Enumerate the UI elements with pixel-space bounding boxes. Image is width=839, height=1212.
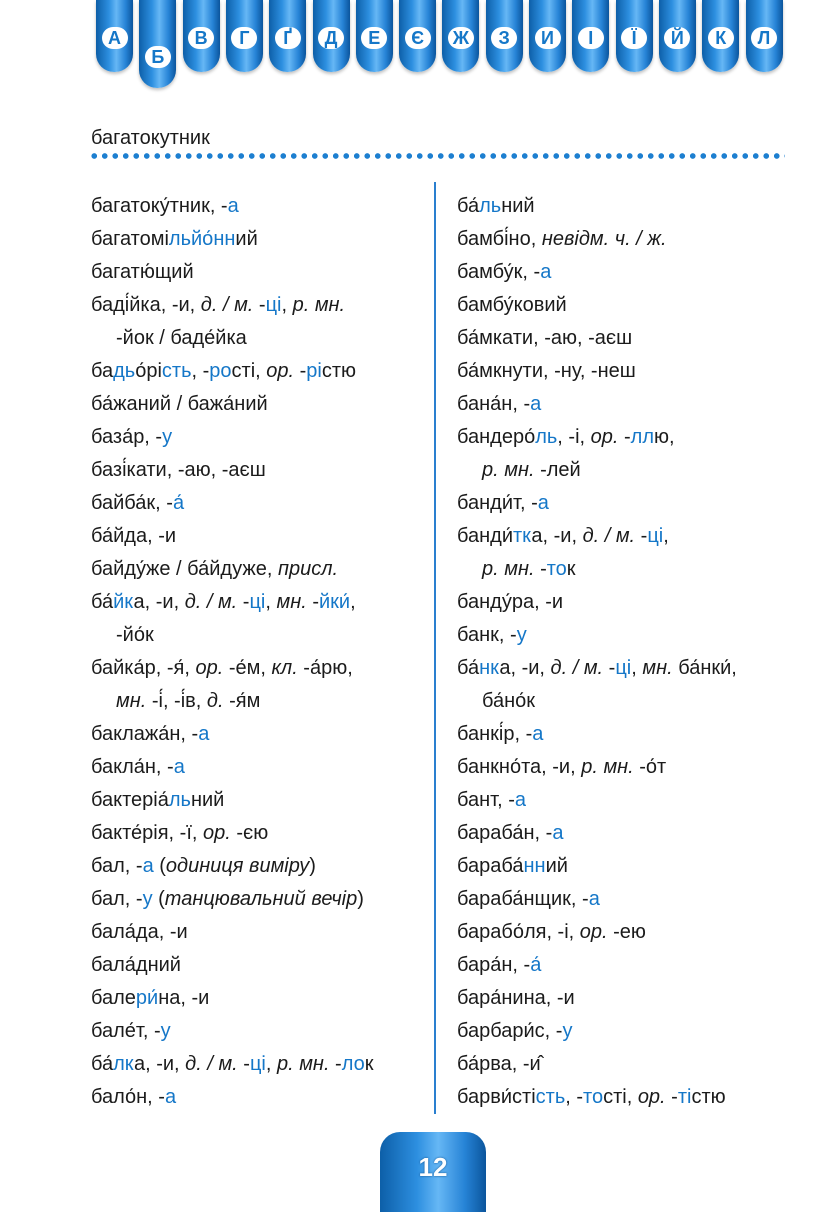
entry-fragment: а, -и,: [531, 525, 583, 547]
entry-fragment: ль: [479, 195, 502, 217]
entry-fragment: (: [153, 855, 166, 877]
dictionary-entry: [91, 1048, 374, 1081]
dictionary-entry: [457, 619, 737, 652]
dictionary-entry: [457, 454, 737, 487]
entry-fragment: ний: [190, 789, 225, 811]
entry-fragment: стю: [691, 1086, 726, 1108]
alphabet-tab-label: К: [708, 27, 734, 49]
dictionary-entry: [91, 916, 374, 949]
entry-fragment: а, -и,: [499, 657, 551, 679]
dictionary-entry: [91, 718, 374, 751]
dictionary-entry: [457, 949, 737, 982]
entry-fragment: ба́рва, -и̂: [457, 1053, 541, 1075]
entry-fragment: ль: [535, 426, 558, 448]
dictionary-entry: [457, 718, 737, 751]
entry-fragment: бараба́: [457, 855, 524, 877]
entry-fragment: ): [309, 855, 316, 877]
entry-fragment: ль: [168, 789, 191, 811]
alphabet-tab-label: Ж: [448, 27, 474, 49]
entry-fragment: мн.: [116, 690, 147, 712]
entry-fragment: ): [357, 888, 364, 910]
entry-fragment: -я́м: [223, 690, 261, 712]
entry-fragment: ор.: [579, 921, 608, 943]
entry-fragment: бамбу́ковий: [457, 294, 567, 316]
entry-fragment: нк: [479, 657, 500, 679]
entry-fragment: ор.: [637, 1086, 666, 1108]
dictionary-entry: [457, 883, 737, 916]
entry-fragment: -йок / баде́йка: [116, 327, 247, 349]
entry-fragment: -о́т: [633, 756, 667, 778]
dictionary-entry: [91, 454, 374, 487]
dictionary-entry: [91, 289, 374, 322]
entry-fragment: а, -и,: [133, 591, 185, 613]
entry-fragment: -: [329, 1053, 342, 1075]
entry-fragment: байба́к, -: [91, 492, 173, 514]
entry-fragment: бале́т, -: [91, 1020, 161, 1042]
dictionary-entry: [91, 619, 374, 652]
dictionary-entry: [91, 652, 374, 685]
dictionary-entry: [91, 685, 374, 718]
alphabet-tab-label: В: [188, 27, 214, 49]
dictionary-entry: [91, 883, 374, 916]
alphabet-tab-4[interactable]: [269, 0, 306, 72]
entry-fragment: ий: [545, 855, 568, 877]
entry-fragment: -лей: [534, 459, 581, 481]
dictionary-entry: [457, 685, 737, 718]
entry-fragment: -: [534, 558, 547, 580]
alphabet-tab-label: А: [102, 27, 128, 49]
entry-fragment: а: [532, 723, 544, 745]
entry-fragment: ор.: [590, 426, 619, 448]
entry-fragment: байду́же / ба́йдуже,: [91, 558, 278, 580]
entry-fragment: сті,: [603, 1086, 638, 1108]
dictionary-entry: [91, 751, 374, 784]
alphabet-tab-7[interactable]: [399, 0, 436, 72]
dictionary-entry: [91, 256, 374, 289]
entry-fragment: р. мн.: [482, 459, 535, 481]
dictionary-entry: [457, 322, 737, 355]
entry-fragment: д. / м.: [550, 657, 604, 679]
entry-fragment: ба́: [457, 195, 480, 217]
dictionary-entry: [91, 586, 374, 619]
entry-fragment: бамбі́но,: [457, 228, 542, 250]
dictionary-entry: [457, 982, 737, 1015]
entry-fragment: а́: [530, 954, 542, 976]
entry-fragment: йки́: [319, 591, 351, 613]
entry-fragment: ро: [209, 360, 232, 382]
entry-fragment: банди́т, -: [457, 492, 538, 514]
entry-fragment: ба́: [91, 591, 114, 613]
dictionary-entry: [91, 949, 374, 982]
dictionary-entry: [91, 1081, 374, 1114]
alphabet-tab-label: Б: [145, 46, 171, 68]
entry-fragment: ,: [265, 591, 277, 613]
entry-fragment: присл.: [277, 558, 339, 580]
entry-fragment: льйо: [168, 228, 214, 250]
entry-fragment: сть: [161, 360, 192, 382]
entry-fragment: баді́йка, -и,: [91, 294, 201, 316]
dictionary-entry: [91, 850, 374, 883]
entry-fragment: рі: [306, 360, 322, 382]
left-column: [91, 190, 374, 1114]
entry-fragment: а: [142, 855, 154, 877]
dictionary-entry: [457, 850, 737, 883]
entry-fragment: д. / м.: [185, 1053, 238, 1075]
entry-fragment: барабо́ля, -і,: [457, 921, 580, 943]
entry-fragment: ба́но́к: [482, 690, 536, 712]
entry-fragment: ба́: [91, 1053, 114, 1075]
entry-fragment: бале: [91, 987, 136, 1009]
alphabet-tab-label: Е: [361, 27, 387, 49]
alphabet-tab-14[interactable]: [702, 0, 739, 72]
entry-fragment: а: [552, 822, 564, 844]
entry-fragment: ці: [249, 591, 266, 613]
entry-fragment: бара́нина, -и: [457, 987, 575, 1009]
entry-fragment: -: [603, 657, 616, 679]
entry-fragment: бара́н, -: [457, 954, 531, 976]
dictionary-entry: [91, 784, 374, 817]
dictionary-entry: [457, 388, 737, 421]
entry-fragment: а, -и,: [133, 1053, 186, 1075]
dictionary-entry: [457, 817, 737, 850]
entry-fragment: багатоку́тник, -: [91, 195, 228, 217]
entry-fragment: банк, -: [457, 624, 517, 646]
entry-fragment: база́р, -: [91, 426, 163, 448]
entry-fragment: ба́нки́,: [672, 657, 737, 679]
entry-fragment: -йо́к: [116, 624, 154, 646]
alphabet-tab-2[interactable]: [183, 0, 220, 72]
entry-fragment: д. / м.: [184, 591, 238, 613]
entry-fragment: -ею: [607, 921, 646, 943]
alphabet-tab-label: Є: [405, 27, 431, 49]
entry-fragment: сті,: [231, 360, 267, 382]
entry-fragment: у: [142, 888, 153, 910]
entry-fragment: бактеріа́: [91, 789, 169, 811]
entry-fragment: д. / м.: [582, 525, 636, 547]
dictionary-entry: [457, 1081, 737, 1114]
dictionary-entry: [91, 982, 374, 1015]
dotted-separator: [89, 152, 785, 160]
entry-fragment: барви́сті: [457, 1086, 536, 1108]
entry-fragment: а: [198, 723, 210, 745]
alphabet-tab-6[interactable]: [356, 0, 393, 72]
entry-fragment: , -: [565, 1086, 584, 1108]
alphabet-tab-15[interactable]: [746, 0, 783, 72]
entry-fragment: ці: [615, 657, 632, 679]
entry-fragment: у: [162, 426, 173, 448]
entry-fragment: -єю: [230, 822, 269, 844]
alphabet-tab-11[interactable]: [572, 0, 609, 72]
entry-fragment: банкно́та, -и,: [457, 756, 582, 778]
entry-fragment: , -і,: [557, 426, 591, 448]
entry-fragment: одиниця виміру: [165, 855, 310, 877]
entry-fragment: -: [618, 426, 631, 448]
entry-fragment: дь: [113, 360, 136, 382]
alphabet-tab-label: З: [491, 27, 517, 49]
entry-fragment: а: [164, 1086, 177, 1108]
alphabet-tab-label: Й: [664, 27, 690, 49]
dictionary-entry: [91, 322, 374, 355]
entry-fragment: ба́мкати, -аю, -аєш: [457, 327, 633, 349]
entry-fragment: (: [152, 888, 165, 910]
entry-fragment: бал, -: [91, 855, 143, 877]
entry-fragment: банди́: [457, 525, 514, 547]
entry-fragment: стю: [321, 360, 357, 382]
entry-fragment: у: [562, 1020, 573, 1042]
entry-fragment: ,: [265, 1053, 277, 1075]
dictionary-entry: [457, 355, 737, 388]
entry-fragment: ю,: [654, 426, 675, 448]
dictionary-entry: [91, 355, 374, 388]
entry-fragment: ор.: [266, 360, 295, 382]
dictionary-entry: [457, 784, 737, 817]
dictionary-entry: [457, 916, 737, 949]
column-divider: [434, 182, 436, 1114]
entry-fragment: мн.: [276, 591, 307, 613]
entry-fragment: ,: [281, 294, 293, 316]
entry-fragment: кл.: [271, 657, 298, 679]
entry-fragment: ,: [663, 525, 669, 547]
dictionary-entry: [91, 817, 374, 850]
entry-fragment: -е́м,: [223, 657, 272, 679]
entry-fragment: -: [253, 294, 266, 316]
entry-fragment: а: [514, 789, 527, 811]
dictionary-entry: [457, 1048, 737, 1081]
dictionary-entry: [457, 751, 737, 784]
entry-fragment: а́: [172, 492, 185, 514]
alphabet-tab-1[interactable]: [139, 0, 176, 88]
entry-fragment: д.: [206, 690, 224, 712]
entry-fragment: ба́: [457, 657, 480, 679]
entry-fragment: багатю́щий: [91, 261, 194, 283]
entry-fragment: -: [635, 525, 648, 547]
entry-fragment: -: [665, 1086, 678, 1108]
dictionary-entry: [457, 223, 737, 256]
entry-fragment: ий: [235, 228, 258, 250]
entry-fragment: байка́р, -я́,: [91, 657, 196, 679]
alphabet-tab-label: Ґ: [275, 27, 301, 49]
entry-fragment: ба́йда, -и: [91, 525, 177, 547]
entry-fragment: ний: [501, 195, 535, 217]
entry-fragment: ,: [631, 657, 643, 679]
dictionary-entry: [457, 487, 737, 520]
entry-fragment: бараба́н, -: [457, 822, 553, 844]
entry-fragment: бамбу́к, -: [457, 261, 541, 283]
entry-fragment: , -: [191, 360, 210, 382]
entry-fragment: бал, -: [91, 888, 143, 910]
entry-fragment: р. мн.: [482, 558, 535, 580]
entry-fragment: бала́дний: [91, 954, 181, 976]
entry-fragment: бала́да, -и: [91, 921, 188, 943]
entry-fragment: ці: [647, 525, 664, 547]
right-column: [457, 190, 737, 1114]
entry-fragment: ба: [91, 360, 114, 382]
entry-fragment: йк: [113, 591, 134, 613]
entry-fragment: багатомі: [91, 228, 169, 250]
entry-fragment: бана́н, -: [457, 393, 531, 415]
entry-fragment: ба́мкнути, -ну, -неш: [457, 360, 636, 382]
entry-fragment: о́рі: [135, 360, 162, 382]
entry-fragment: нн: [523, 855, 546, 877]
entry-fragment: ор.: [203, 822, 231, 844]
page-number: 12: [418, 1152, 448, 1182]
dictionary-entry: [91, 190, 374, 223]
entry-fragment: бант, -: [457, 789, 515, 811]
entry-fragment: тк: [513, 525, 532, 547]
alphabet-tab-3[interactable]: [226, 0, 263, 72]
entry-fragment: базі́кати, -аю, -аєш: [91, 459, 266, 481]
entry-fragment: -а́рю,: [297, 657, 353, 679]
entry-fragment: а: [173, 756, 185, 778]
entry-fragment: а: [530, 393, 542, 415]
entry-fragment: ба́жаний / бажа́ний: [91, 393, 268, 415]
page-number-tab: [380, 1132, 486, 1212]
dictionary-entry: [91, 421, 374, 454]
entry-fragment: сть: [535, 1086, 566, 1108]
entry-fragment: а: [540, 261, 552, 283]
entry-fragment: -: [294, 360, 307, 382]
entry-fragment: банкі́р, -: [457, 723, 533, 745]
alphabet-tab-label: Л: [751, 27, 777, 49]
dictionary-entry: [91, 520, 374, 553]
dictionary-entry: [91, 388, 374, 421]
entry-fragment: танцювальний вечір: [164, 888, 358, 910]
entry-fragment: мн.: [642, 657, 673, 679]
entry-fragment: у: [160, 1020, 171, 1042]
alphabet-tab-10[interactable]: [529, 0, 566, 72]
alphabet-tab-5[interactable]: [313, 0, 350, 72]
entry-fragment: то: [546, 558, 567, 580]
dictionary-entry: [457, 190, 737, 223]
dictionary-entry: [457, 553, 737, 586]
entry-fragment: ор.: [195, 657, 224, 679]
dictionary-entry: [457, 586, 737, 619]
dictionary-entry: [457, 289, 737, 322]
entry-fragment: ці: [265, 294, 282, 316]
alphabet-tab-label: І: [578, 27, 604, 49]
entry-fragment: банду́ра, -и: [457, 591, 564, 613]
alphabet-tab-label: И: [535, 27, 561, 49]
alphabet-tab-label: Ї: [621, 27, 647, 49]
entry-fragment: бало́н, -: [91, 1086, 165, 1108]
entry-fragment: д. / м.: [200, 294, 254, 316]
entry-fragment: -: [306, 591, 319, 613]
entry-fragment: лк: [113, 1053, 134, 1075]
dictionary-entry: [457, 421, 737, 454]
header-word: багатокутник: [91, 127, 210, 149]
entry-fragment: бараба́нщик, -: [457, 888, 589, 910]
entry-fragment: а: [537, 492, 549, 514]
dictionary-entry: [91, 553, 374, 586]
alphabet-tab-13[interactable]: [659, 0, 696, 72]
entry-fragment: невідм. ч. / ж.: [541, 228, 667, 250]
alphabet-tab-8[interactable]: [442, 0, 479, 72]
entry-fragment: ри́: [135, 987, 159, 1009]
dictionary-entry: [457, 256, 737, 289]
entry-fragment: к: [566, 558, 576, 580]
entry-fragment: а: [588, 888, 600, 910]
alphabet-tab-9[interactable]: [486, 0, 523, 72]
entry-fragment: к: [364, 1053, 374, 1075]
alphabet-tab-0[interactable]: [96, 0, 133, 72]
entry-fragment: бакла́н, -: [91, 756, 174, 778]
entry-fragment: бандеро́: [457, 426, 536, 448]
alphabet-tab-label: Д: [318, 27, 344, 49]
dictionary-entry: [457, 652, 737, 685]
dictionary-entry: [457, 1015, 737, 1048]
entry-fragment: ці: [249, 1053, 266, 1075]
entry-fragment: бакте́рія, -ї,: [91, 822, 203, 844]
entry-fragment: -: [237, 1053, 250, 1075]
entry-fragment: нн: [213, 228, 236, 250]
entry-fragment: -і́, -і́в,: [146, 690, 207, 712]
dictionary-entry: [457, 520, 737, 553]
entry-fragment: ло: [341, 1053, 365, 1075]
alphabet-tabs: [96, 0, 786, 92]
entry-fragment: р. мн.: [276, 1053, 330, 1075]
dictionary-entry: [91, 1015, 374, 1048]
entry-fragment: р. мн.: [292, 294, 346, 316]
entry-fragment: на, -и: [158, 987, 210, 1009]
entry-fragment: а: [227, 195, 239, 217]
dictionary-entry: [91, 487, 374, 520]
entry-fragment: ,: [350, 591, 356, 613]
entry-fragment: барбари́с, -: [457, 1020, 563, 1042]
entry-fragment: р. мн.: [581, 756, 634, 778]
dictionary-entry: [91, 223, 374, 256]
entry-fragment: у: [516, 624, 527, 646]
entry-fragment: лл: [630, 426, 655, 448]
entry-fragment: ті: [677, 1086, 692, 1108]
alphabet-tab-12[interactable]: [616, 0, 653, 72]
alphabet-tab-label: Г: [231, 27, 257, 49]
entry-fragment: баклажа́н, -: [91, 723, 199, 745]
entry-fragment: -: [237, 591, 250, 613]
entry-fragment: то: [583, 1086, 604, 1108]
